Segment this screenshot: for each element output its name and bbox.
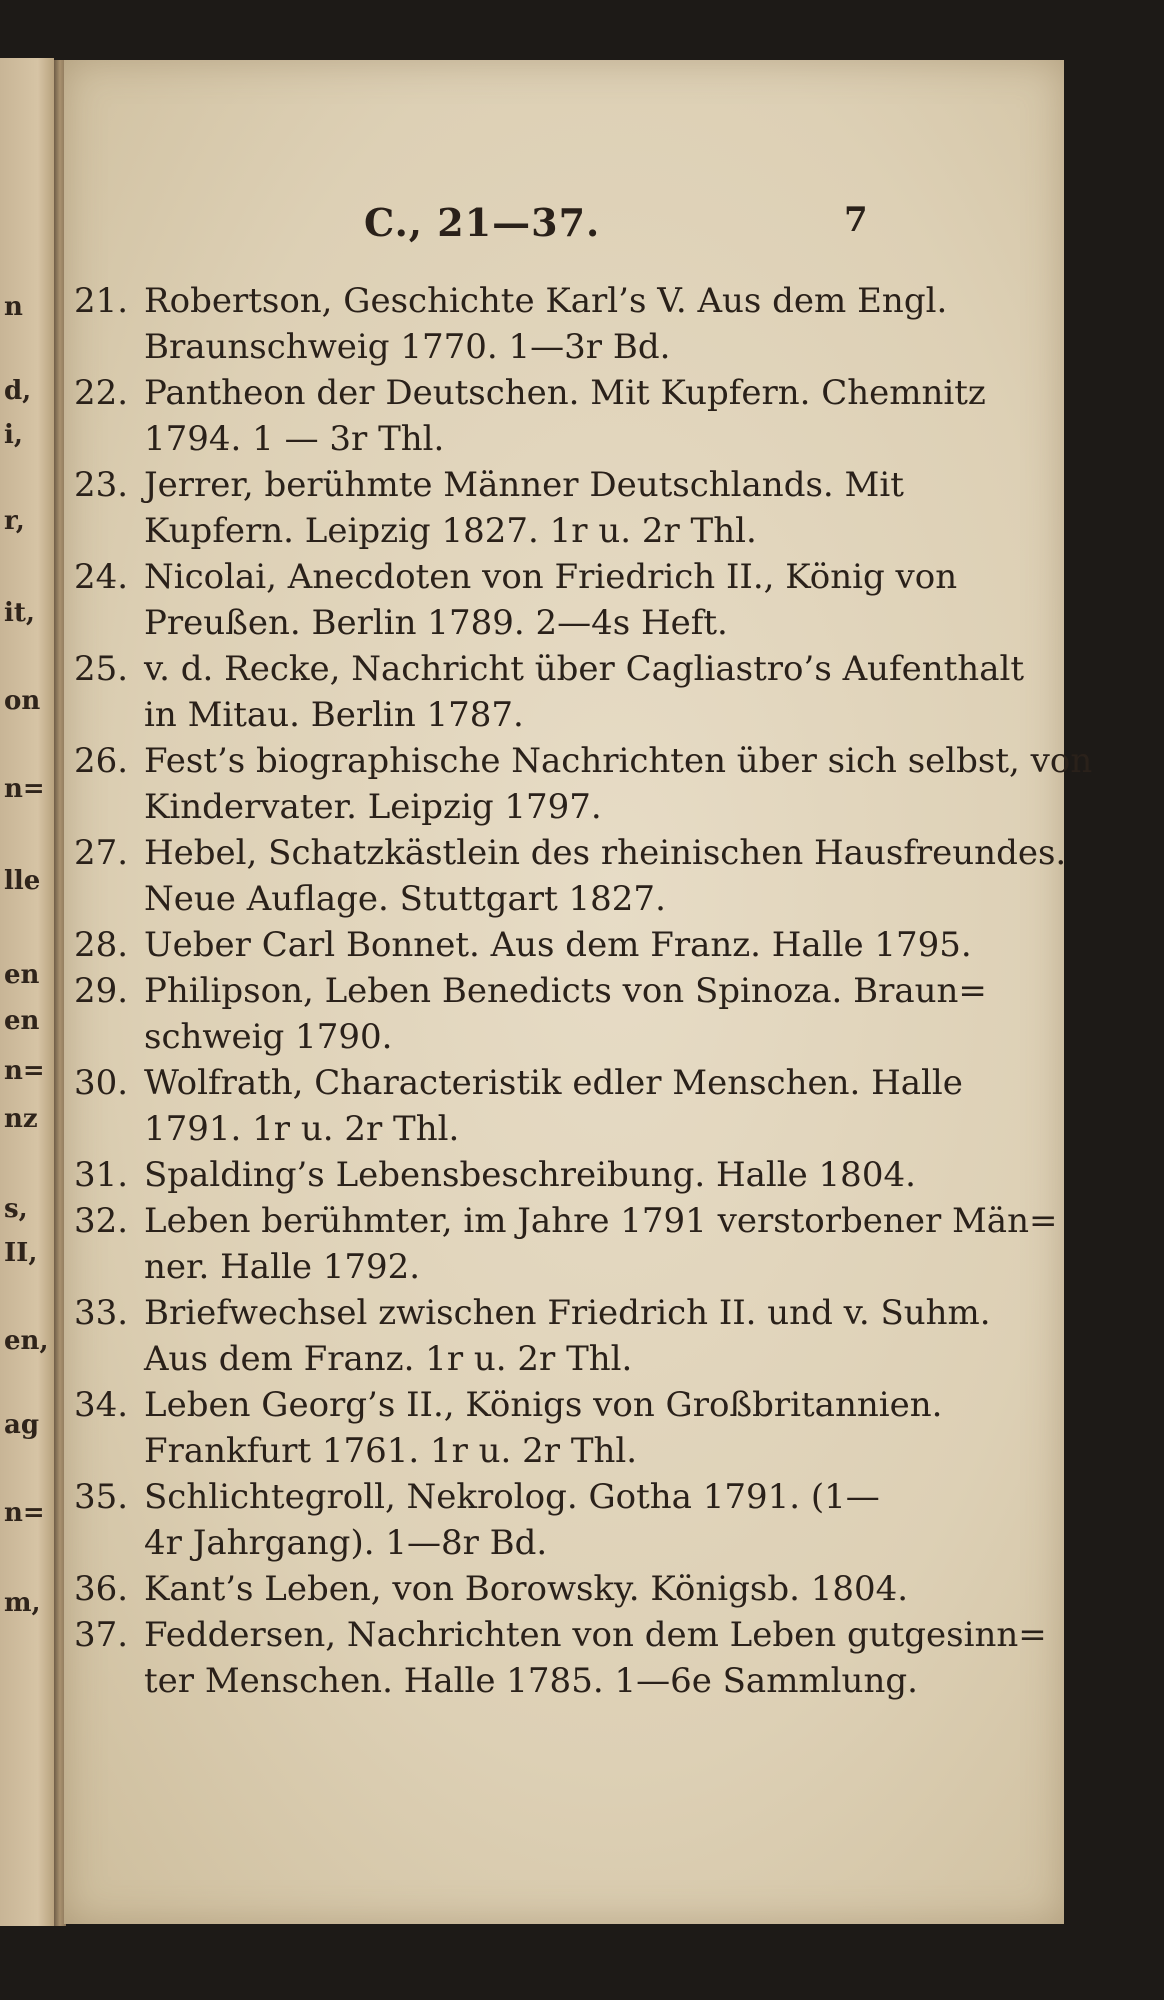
entry-line: Preußen. Berlin 1789. 2—4s Heft.: [144, 603, 728, 643]
entry-line: Briefwechsel zwischen Friedrich II. und v. Suhm.: [144, 1293, 991, 1333]
entry-line: Frankfurt 1761. 1r u. 2r Thl.: [144, 1431, 638, 1471]
entry-number: 22.: [74, 373, 129, 413]
list-item: [74, 1152, 914, 1198]
list-item: [74, 646, 1024, 738]
entry-number: 31.: [74, 1155, 129, 1195]
edge-fragment: d,: [4, 376, 32, 406]
list-item: [74, 462, 914, 554]
entry-line: Kant’s Leben, von Borowsky. Königsb. 1804.: [144, 1569, 909, 1609]
edge-fragment: II,: [4, 1238, 38, 1268]
edge-fragment: en: [4, 960, 40, 990]
running-head: C., 21—37.: [364, 200, 601, 245]
edge-fragment: nz: [4, 1104, 38, 1134]
entry-line: Leben Georg’s II., Königs von Großbritannien.: [144, 1385, 943, 1425]
edge-fragment: on: [4, 686, 41, 716]
list-item: [74, 370, 986, 462]
entry-line: 1791. 1r u. 2r Thl.: [144, 1109, 460, 1149]
list-item: [74, 278, 948, 370]
entry-line: Hebel, Schatzkästlein des rheinischen Hausfreundes.: [144, 833, 1067, 873]
entry-line: v. d. Recke, Nachricht über Cagliastro’s Aufenthalt: [144, 649, 1024, 689]
entry-line: Neue Auflage. Stuttgart 1827.: [144, 879, 666, 919]
edge-fragment: s,: [4, 1194, 28, 1224]
edge-fragment: n=: [4, 1498, 45, 1528]
entry-number: 23.: [74, 465, 129, 505]
entry-number: 32.: [74, 1201, 129, 1241]
list-item: [74, 1612, 1047, 1704]
entry-line: Braunschweig 1770. 1—3r Bd.: [144, 327, 671, 367]
entry-line: Schlichtegroll, Nekrolog. Gotha 1791. (1—: [144, 1477, 880, 1517]
list-item: [74, 968, 987, 1060]
list-item: [74, 738, 1093, 830]
edge-fragment: n=: [4, 1056, 45, 1086]
edge-fragment: ag: [4, 1410, 40, 1440]
entry-line: Pantheon der Deutschen. Mit Kupfern. Chemnitz: [144, 373, 986, 413]
page-number: 7: [844, 200, 868, 240]
list-item: [74, 1382, 943, 1474]
entry-line: Nicolai, Anecdoten von Friedrich II., König von: [144, 557, 958, 597]
entry-number: 35.: [74, 1477, 129, 1517]
previous-page: [0, 58, 54, 1926]
entry-line: Kindervater. Leipzig 1797.: [144, 787, 602, 827]
list-item: [74, 830, 1067, 922]
edge-fragment: n=: [4, 774, 45, 804]
list-item: [74, 1566, 914, 1612]
entry-line: 4r Jahrgang). 1—8r Bd.: [144, 1523, 548, 1563]
entry-line: Philipson, Leben Benedicts von Spinoza. Braun=: [144, 971, 987, 1011]
edge-fragment: lle: [4, 866, 41, 896]
list-item: [74, 1290, 991, 1382]
entry-number: 37.: [74, 1615, 129, 1655]
entry-line: Leben berühmter, im Jahre 1791 verstorbener Män=: [144, 1201, 1058, 1241]
page: [64, 60, 1093, 1924]
entry-number: 29.: [74, 971, 129, 1011]
edge-fragment: m,: [4, 1588, 41, 1618]
edge-fragment: it,: [4, 598, 35, 628]
list-item: [74, 1474, 914, 1566]
list-item: [74, 1060, 963, 1152]
edge-fragment: i,: [4, 420, 23, 450]
entry-line: Spalding’s Lebensbeschreibung. Halle 1804.: [144, 1155, 916, 1195]
edge-fragment: n: [4, 292, 23, 322]
entry-number: 21.: [74, 281, 129, 321]
entry-line: ner. Halle 1792.: [144, 1247, 421, 1287]
entry-number: 26.: [74, 741, 129, 781]
entry-number: 28.: [74, 925, 129, 965]
edge-fragment: en: [4, 1006, 40, 1036]
entry-line: Jerrer, berühmte Männer Deutschlands. Mit: [144, 465, 904, 505]
list-item: [74, 554, 958, 646]
entry-number: 36.: [74, 1569, 129, 1609]
entry-line: schweig 1790.: [144, 1017, 393, 1057]
entry-number: 27.: [74, 833, 129, 873]
edge-fragment: en,: [4, 1326, 49, 1356]
entry-line: Aus dem Franz. 1r u. 2r Thl.: [144, 1339, 633, 1379]
entry-line: in Mitau. Berlin 1787.: [144, 695, 524, 735]
entry-list: [74, 278, 1093, 1704]
entry-line: 1794. 1 — 3r Thl.: [144, 419, 445, 459]
entry-number: 24.: [74, 557, 129, 597]
entry-number: 34.: [74, 1385, 129, 1425]
entry-line: Robertson, Geschichte Karl’s V. Aus dem Engl.: [144, 281, 948, 321]
edge-fragment: r,: [4, 506, 25, 536]
list-item: [74, 922, 972, 968]
entry-line: Kupfern. Leipzig 1827. 1r u. 2r Thl.: [144, 511, 757, 551]
previous-page-edge-text: [0, 58, 54, 1926]
entry-line: Fest’s biographische Nachrichten über sich selbst, von: [144, 741, 1093, 781]
entry-line: ter Menschen. Halle 1785. 1—6e Sammlung.: [144, 1661, 918, 1701]
entry-line: Ueber Carl Bonnet. Aus dem Franz. Halle 1795.: [144, 925, 972, 965]
entry-number: 25.: [74, 649, 129, 689]
entry-number: 33.: [74, 1293, 129, 1333]
entry-number: 30.: [74, 1063, 129, 1103]
entry-line: Wolfrath, Characteristik edler Menschen. Halle: [144, 1063, 963, 1103]
entry-line: Feddersen, Nachrichten von dem Leben gutgesinn=: [144, 1615, 1047, 1655]
list-item: [74, 1198, 1058, 1290]
